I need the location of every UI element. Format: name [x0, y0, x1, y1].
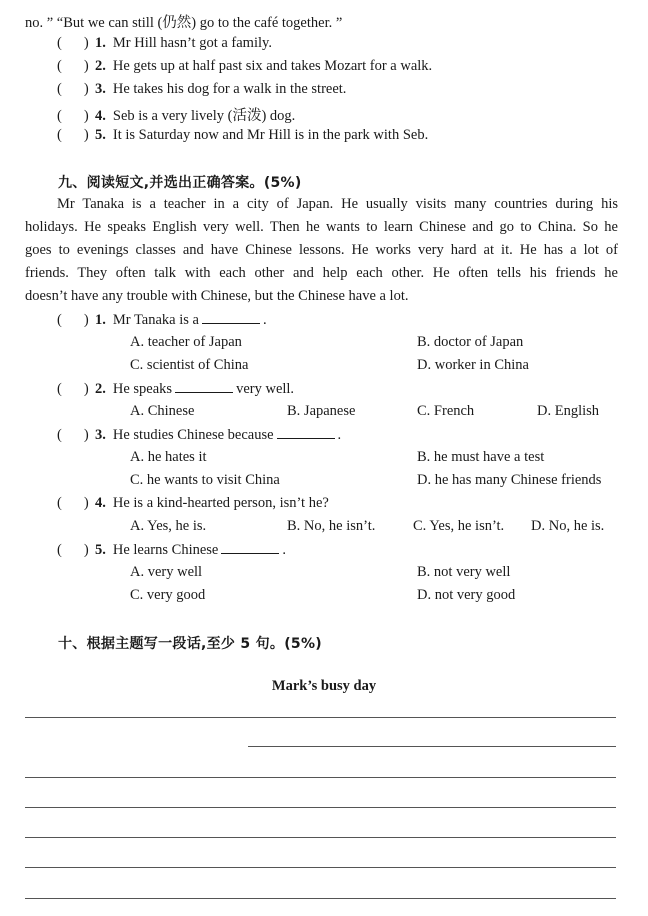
question-number: 4.	[95, 108, 106, 124]
writing-line[interactable]	[25, 807, 616, 808]
mc-question-1	[57, 311, 267, 329]
passage-line: Mr Tanaka is a teacher in a city of Japan. He usually visits many countries during his	[57, 196, 618, 212]
question-number: 2.	[95, 58, 106, 74]
question-text: Seb is a very lively (活泼) dog.	[112, 108, 296, 124]
option-a[interactable]: A. he hates it	[130, 449, 207, 465]
question-text: He studies Chinese because	[112, 427, 274, 443]
option-a[interactable]: A. very well	[130, 564, 203, 580]
option-b[interactable]: B. he must have a test	[417, 449, 545, 465]
writing-topic-heading: Mark’s busy day	[271, 678, 377, 694]
answer-paren[interactable]: ( )	[57, 108, 89, 124]
writing-line[interactable]	[25, 898, 616, 899]
question-number: 4.	[95, 495, 106, 511]
answer-blank[interactable]	[277, 426, 335, 439]
question-text: He speaks	[112, 381, 173, 397]
writing-line[interactable]	[25, 777, 616, 778]
question-number: 3.	[95, 81, 106, 97]
tf-question-2	[57, 58, 648, 75]
option-b[interactable]: B. doctor of Japan	[417, 334, 524, 350]
answer-paren[interactable]: ( )	[57, 381, 89, 397]
option-c[interactable]: C. very good	[130, 587, 206, 603]
question-text-end: .	[282, 542, 286, 558]
answer-paren[interactable]: ( )	[57, 312, 89, 328]
question-text: Mr Hill hasn’t got a family.	[112, 35, 272, 51]
answer-blank[interactable]	[175, 380, 233, 393]
question-number: 3.	[95, 427, 106, 443]
option-d[interactable]: D. not very good	[417, 587, 516, 603]
answer-paren[interactable]: ( )	[57, 81, 89, 97]
question-text-end: .	[337, 427, 342, 443]
question-number: 5.	[95, 542, 106, 558]
option-c[interactable]: C. Yes, he isn’t.	[413, 518, 505, 534]
tf-question-5	[57, 127, 648, 144]
answer-paren[interactable]: ( )	[57, 35, 89, 51]
option-a[interactable]: A. teacher of Japan	[130, 334, 242, 350]
passage-line: holidays. He speaks English very well. Then he wants to learn Chinese and go to China. So he	[25, 219, 618, 235]
option-c[interactable]: C. scientist of China	[130, 357, 249, 373]
writing-line[interactable]	[25, 837, 616, 838]
question-text: He is a kind-hearted person, isn’t he?	[112, 495, 329, 511]
question-number: 1.	[95, 35, 106, 51]
intro-line: no. ” “But we can still (仍然) go to the café together. ”	[25, 15, 343, 31]
section-10-title: 十、根据主题写一段话,至少 5 句。(5%)	[58, 636, 322, 652]
option-b[interactable]: B. No, he isn’t.	[287, 518, 376, 534]
mc-question-5	[57, 541, 286, 559]
answer-blank[interactable]	[221, 541, 279, 554]
answer-paren[interactable]: ( )	[57, 427, 89, 443]
mc-question-2	[57, 380, 294, 398]
mc-question-3	[57, 426, 341, 444]
option-b[interactable]: B. not very well	[417, 564, 511, 580]
passage-line: goes to evenings classes and have Chinese lessons. He works very hard at it. He has a lot of	[25, 242, 618, 258]
answer-paren[interactable]: ( )	[57, 127, 89, 143]
answer-blank[interactable]	[202, 311, 260, 324]
option-d[interactable]: D. English	[537, 403, 600, 419]
question-number: 5.	[95, 127, 106, 143]
option-d[interactable]: D. No, he is.	[531, 518, 605, 534]
passage-line: doesn’t have any trouble with Chinese, but the Chinese have a lot.	[25, 288, 409, 304]
question-text: He gets up at half past six and takes Mozart for a walk.	[112, 58, 433, 74]
option-d[interactable]: D. worker in China	[417, 357, 529, 373]
answer-paren[interactable]: ( )	[57, 542, 89, 558]
tf-question-3	[57, 81, 648, 98]
question-text: Mr Tanaka is a	[112, 312, 199, 328]
answer-paren[interactable]: ( )	[57, 495, 89, 511]
writing-line[interactable]	[25, 717, 616, 718]
question-text: He learns Chinese	[112, 542, 219, 558]
answer-paren[interactable]: ( )	[57, 58, 89, 74]
mc-question-4	[57, 495, 329, 512]
option-b[interactable]: B. Japanese	[287, 403, 356, 419]
option-c[interactable]: C. he wants to visit China	[130, 472, 280, 488]
question-text-end: .	[262, 312, 267, 328]
tf-question-1	[57, 35, 648, 52]
option-a[interactable]: A. Yes, he is.	[130, 518, 207, 534]
option-c[interactable]: C. French	[417, 403, 475, 419]
question-number: 2.	[95, 381, 106, 397]
reading-passage	[25, 193, 618, 308]
writing-line[interactable]	[25, 867, 616, 868]
passage-line: friends. They often talk with each other and help each other. He often tells his friends he	[25, 265, 618, 281]
section-9-title: 九、阅读短文,并选出正确答案。(5%)	[58, 175, 302, 191]
question-text: It is Saturday now and Mr Hill is in the park with Seb.	[112, 127, 429, 143]
question-text-end: very well.	[236, 381, 295, 397]
tf-question-4	[57, 104, 648, 125]
option-d[interactable]: D. he has many Chinese friends	[417, 472, 602, 488]
option-a[interactable]: A. Chinese	[130, 403, 195, 419]
question-text: He takes his dog for a walk in the street.	[112, 81, 347, 97]
question-number: 1.	[95, 312, 106, 328]
writing-line[interactable]	[248, 746, 616, 747]
